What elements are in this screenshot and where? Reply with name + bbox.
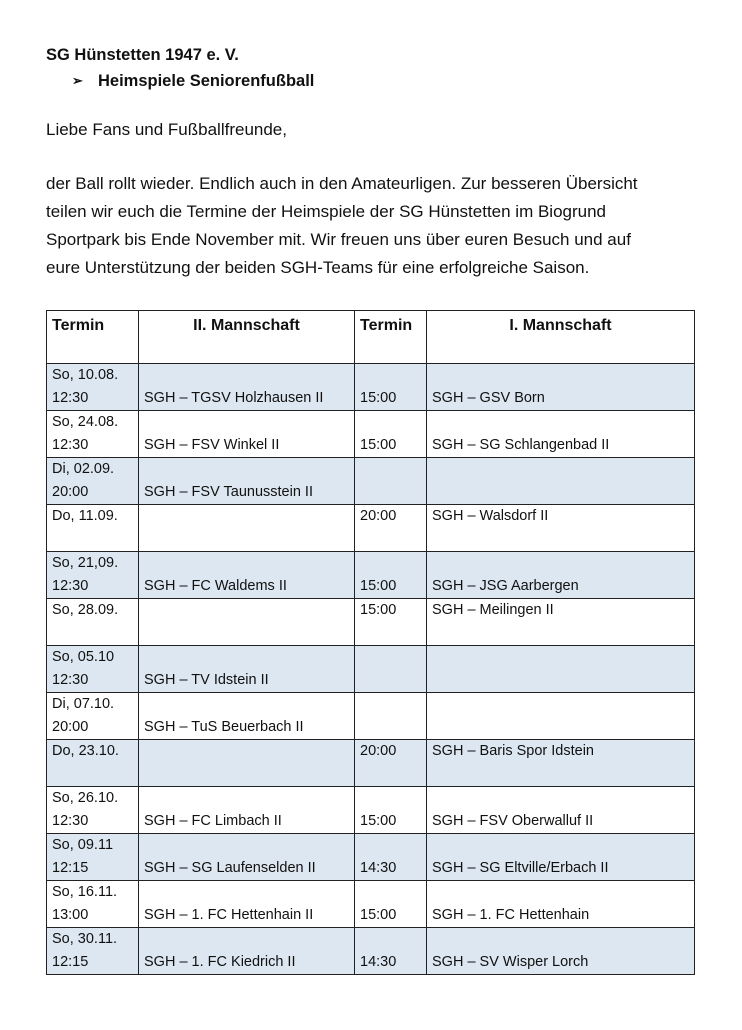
section-heading-text: Heimspiele Seniorenfußball [98,72,315,90]
match-team-2: SGH – 1. FC Hettenhain II [144,907,314,923]
date-cell [47,458,139,505]
kickoff-time-team-2: 13:00 [52,907,89,923]
header-team-1: I. Mannschaft [427,311,695,364]
kickoff-time-team-2 [52,763,133,786]
match-date: So, 28.09. [52,602,119,618]
match-cell-team-2 [139,646,355,693]
kickoff-time-team-1 [360,481,421,504]
match-cell-team-2 [139,458,355,505]
time-cell-team-1 [355,364,427,411]
time-cell-team-1 [355,411,427,458]
time-cell-team-1 [355,740,427,787]
match-cell-team-1 [427,458,695,505]
table-row [47,834,695,881]
match-cell-team-2 [139,599,355,646]
match-date: So, 16.11. [52,884,118,900]
match-team-1 [432,481,689,504]
date-cell [47,834,139,881]
match-date: So, 26.10. [52,790,119,806]
kickoff-time-team-2: 12:30 [52,437,89,453]
match-cell-team-1 [427,787,695,834]
table-row [47,458,695,505]
kickoff-time-team-1: 15:00 [360,437,397,453]
table-row [47,599,695,646]
match-date: So, 05.10 [52,649,115,665]
match-team-2: SGH – FC Limbach II [144,813,282,829]
header-termin-1: Termin [355,311,427,364]
kickoff-time-team-2: 12:15 [52,954,89,970]
date-cell [47,411,139,458]
match-cell-team-1 [427,364,695,411]
time-cell-team-1 [355,834,427,881]
match-team-1: SGH – SG Eltville/Erbach II [432,860,609,876]
kickoff-time-team-1: 15:00 [360,907,397,923]
time-cell-team-1 [355,505,427,552]
kickoff-time-team-1: 15:00 [360,813,397,829]
match-cell-team-2 [139,928,355,975]
match-team-2 [144,763,349,786]
table-row [47,740,695,787]
match-cell-team-1 [427,928,695,975]
match-team-2: SGH – 1. FC Kiedrich II [144,954,296,970]
kickoff-time-team-2 [52,528,133,551]
date-cell [47,552,139,599]
match-cell-team-1 [427,411,695,458]
kickoff-time-team-1: 15:00 [360,578,397,594]
match-team-1: SGH – 1. FC Hettenhain [432,907,590,923]
match-cell-team-1 [427,599,695,646]
club-name: SG Hünstetten 1947 e. V. [46,46,239,64]
match-team-1: SGH – Baris Spor Idstein [432,743,594,759]
time-cell-team-1 [355,599,427,646]
time-cell-team-1 [355,693,427,740]
match-team-1: SGH – FSV Oberwalluf II [432,813,594,829]
match-cell-team-1 [427,834,695,881]
match-date: So, 24.08. [52,414,119,430]
match-team-2: SGH – FC Waldems II [144,578,287,594]
kickoff-time-team-2: 20:00 [52,719,89,735]
match-cell-team-1 [427,505,695,552]
table-header-row [47,311,695,364]
date-cell [47,881,139,928]
table-row [47,646,695,693]
match-cell-team-1 [427,646,695,693]
match-cell-team-1 [427,552,695,599]
match-cell-team-2 [139,787,355,834]
match-team-2: SGH – TGSV Holzhausen II [144,390,324,406]
intro-paragraph [46,170,698,282]
match-team-2: SGH – TuS Beuerbach II [144,719,304,735]
intro-line: eure Unterstützung der beiden SGH-Teams für eine erfolgreiche Saison. [46,258,590,277]
match-cell-team-1 [427,693,695,740]
intro-line: der Ball rollt wieder. Endlich auch in den Amateurligen. Zur besseren Übersicht [46,174,638,193]
match-date: Do, 11.09. [52,508,118,524]
date-cell [47,364,139,411]
match-date: So, 10.08. [52,367,119,383]
kickoff-time-team-2: 12:30 [52,578,89,594]
date-cell [47,646,139,693]
time-cell-team-1 [355,787,427,834]
table-row [47,552,695,599]
time-cell-team-1 [355,881,427,928]
kickoff-time-team-2: 12:30 [52,813,89,829]
match-cell-team-2 [139,411,355,458]
match-cell-team-2 [139,834,355,881]
date-cell [47,599,139,646]
match-team-1: SGH – SG Schlangenbad II [432,437,610,453]
header-team-2: II. Mannschaft [139,311,355,364]
kickoff-time-team-1: 20:00 [360,743,397,759]
kickoff-time-team-2: 20:00 [52,484,89,500]
kickoff-time-team-1: 20:00 [360,508,397,524]
match-team-2: SGH – FSV Winkel II [144,437,280,453]
time-cell-team-1 [355,458,427,505]
match-cell-team-2 [139,364,355,411]
kickoff-time-team-1: 15:00 [360,602,397,618]
table-row [47,881,695,928]
match-team-1 [432,669,689,692]
table-row [47,787,695,834]
kickoff-time-team-2: 12:30 [52,390,89,406]
kickoff-time-team-1: 14:30 [360,860,397,876]
kickoff-time-team-1: 15:00 [360,390,397,406]
kickoff-time-team-1 [360,716,421,739]
table-row [47,411,695,458]
table-row [47,693,695,740]
date-cell [47,787,139,834]
match-cell-team-2 [139,881,355,928]
kickoff-time-team-2 [52,622,133,645]
match-cell-team-2 [139,693,355,740]
header-termin-2: Termin [47,311,139,364]
match-team-2 [144,528,349,551]
match-team-1: SGH – GSV Born [432,390,545,406]
match-cell-team-1 [427,740,695,787]
match-cell-team-2 [139,740,355,787]
match-date: Do, 23.10. [52,743,119,759]
match-date: Di, 02.09. [52,461,115,477]
greeting: Liebe Fans und Fußballfreunde, [46,120,287,139]
kickoff-time-team-1: 14:30 [360,954,397,970]
match-team-1: SGH – JSG Aarbergen [432,578,579,594]
table-row [47,505,695,552]
match-team-2: SGH – SG Laufenselden II [144,860,316,876]
match-date: Di, 07.10. [52,696,115,712]
match-team-1: SGH – SV Wisper Lorch [432,954,589,970]
schedule-table [46,310,695,975]
time-cell-team-1 [355,552,427,599]
match-team-2: SGH – TV Idstein II [144,672,269,688]
time-cell-team-1 [355,646,427,693]
match-date: So, 30.11. [52,931,118,947]
match-team-1: SGH – Meilingen II [432,602,554,618]
date-cell [47,693,139,740]
arrow-bullet-icon: ➢ [72,73,83,88]
match-cell-team-1 [427,881,695,928]
kickoff-time-team-2: 12:15 [52,860,89,876]
kickoff-time-team-1 [360,669,421,692]
section-heading [46,70,698,92]
match-team-1 [432,716,689,739]
date-cell [47,740,139,787]
table-row [47,928,695,975]
document [46,44,698,282]
match-team-2 [144,622,349,645]
date-cell [47,505,139,552]
intro-line: teilen wir euch die Termine der Heimspiele der SG Hünstetten im Biogrund [46,202,607,221]
table-row [47,364,695,411]
kickoff-time-team-2: 12:30 [52,672,89,688]
intro-line: Sportpark bis Ende November mit. Wir freuen uns über euren Besuch und auf [46,230,631,249]
date-cell [47,928,139,975]
match-date: So, 21,09. [52,555,119,571]
match-team-2: SGH – FSV Taunusstein II [144,484,313,500]
match-cell-team-2 [139,552,355,599]
match-date: So, 09.11 [52,837,114,853]
match-cell-team-2 [139,505,355,552]
time-cell-team-1 [355,928,427,975]
match-team-1: SGH – Walsdorf II [432,508,549,524]
